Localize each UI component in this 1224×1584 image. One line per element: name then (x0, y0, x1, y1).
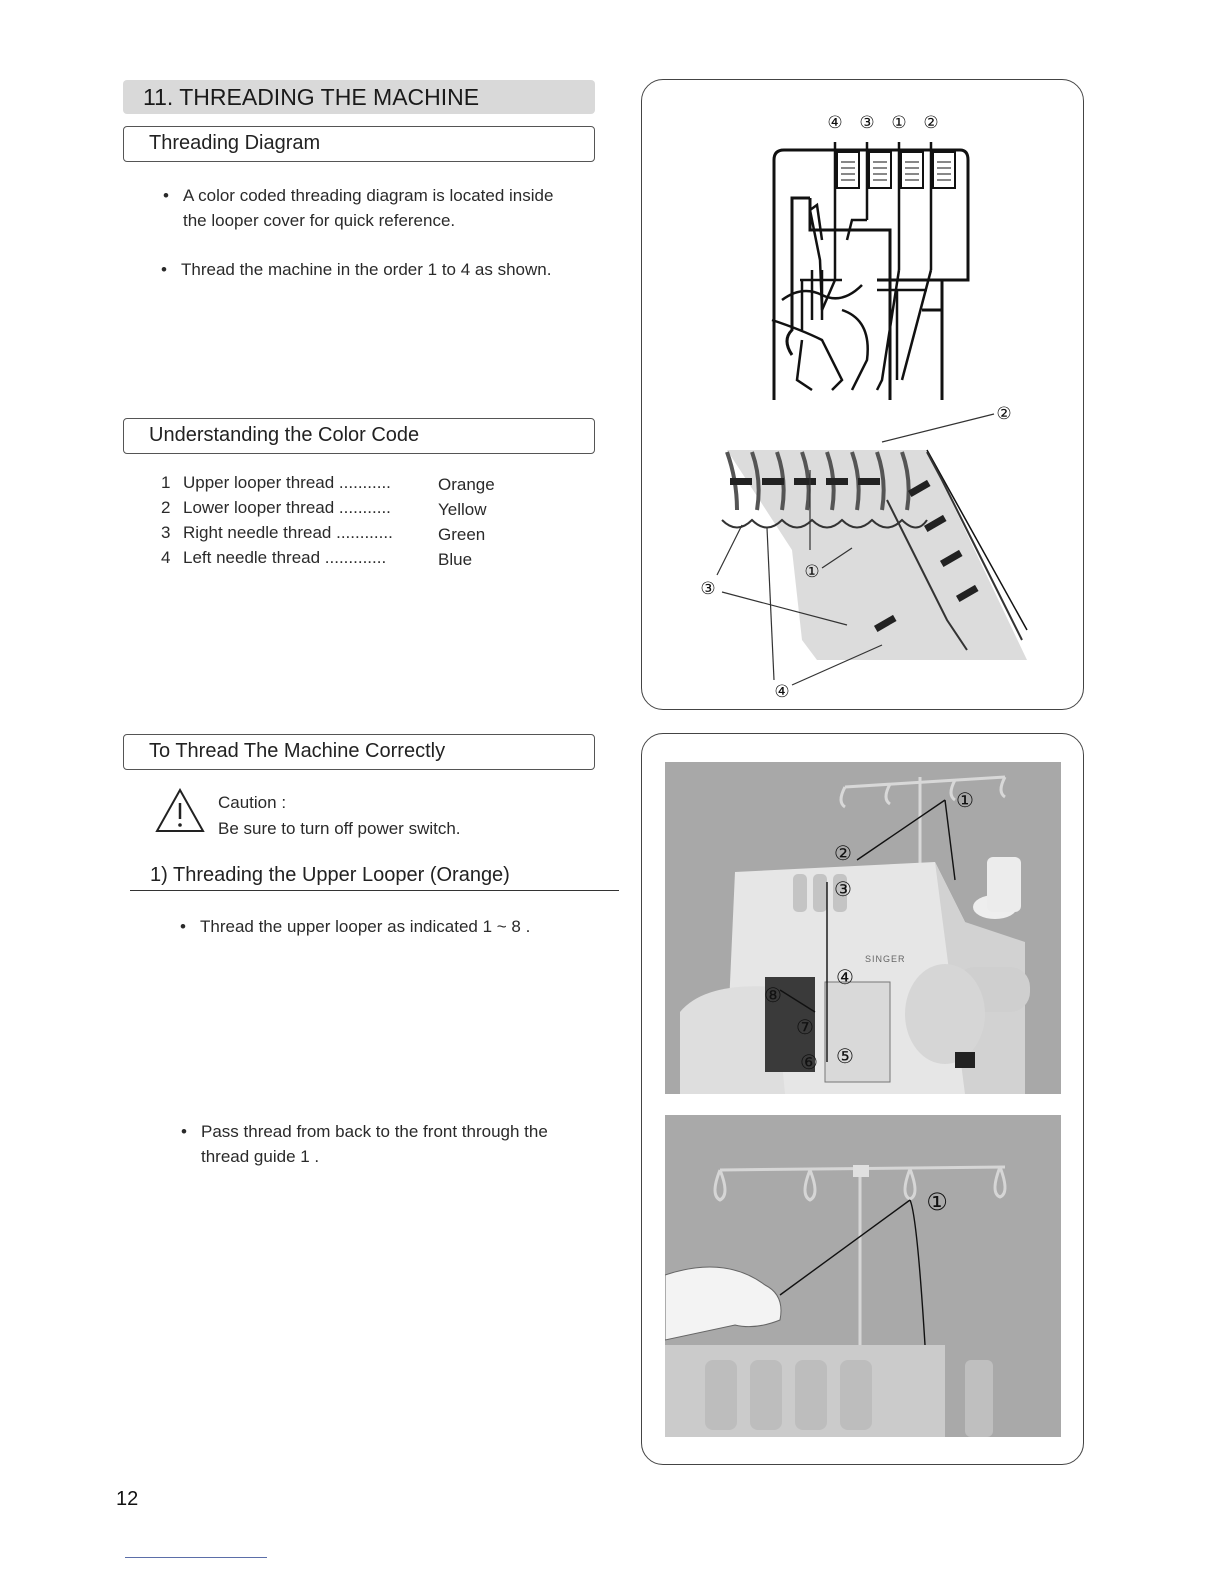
photo1-callout-4: ④ (836, 965, 854, 989)
footer-divider (125, 1557, 267, 1558)
stitch-callout-3: ③ (700, 579, 716, 599)
top-callout-3: ③ (859, 113, 875, 133)
color-row-label: Upper looper thread ........... (183, 473, 391, 492)
color-row-value: Orange (438, 475, 495, 494)
bullet-text: Thread the machine in the order 1 to 4 as shown. (181, 260, 552, 279)
threading-diagram-illustration (642, 80, 1082, 708)
stitch-callout-1: ① (804, 562, 820, 582)
photo1-callout-6: ⑥ (800, 1050, 818, 1074)
color-row-value: Green (438, 525, 486, 544)
bullet-text-line-2: the looper cover for quick reference. (183, 211, 456, 230)
bullet-text-line-1: Pass thread from back to the front through the (201, 1122, 548, 1141)
section-heading-color-code: Understanding the Color Code (123, 418, 595, 454)
photo1-callout-7: ⑦ (796, 1015, 814, 1039)
bullet-text-line-1: A color coded threading diagram is located inside (183, 186, 554, 205)
bullet-dot: • (161, 260, 167, 279)
bullet-upper-looper (180, 914, 620, 939)
caution-text: Be sure to turn off power switch. (218, 819, 461, 838)
color-row-left-needle (161, 545, 521, 570)
bullet-thread-order (161, 257, 626, 282)
bullet-thread-guide (181, 1119, 626, 1169)
stitch-callout-4: ④ (774, 682, 790, 702)
color-row-lower-looper (161, 495, 521, 520)
color-row-number: 4 (161, 548, 171, 567)
top-callout-2: ② (923, 113, 939, 133)
photo2-callout-1: ① (926, 1188, 948, 1216)
section-heading-threading-diagram: Threading Diagram (123, 126, 595, 162)
color-row-number: 1 (161, 473, 171, 492)
photo1-callout-5: ⑤ (836, 1044, 854, 1068)
threading-diagram-panel (641, 79, 1084, 710)
color-row-value: Yellow (438, 500, 487, 519)
bullet-dot: • (180, 917, 186, 936)
stitch-callout-2: ② (996, 404, 1012, 424)
warning-triangle-icon (155, 788, 205, 834)
color-row-upper-looper (161, 470, 521, 495)
serger-overview-photo (665, 762, 1061, 1094)
page-title: 11. THREADING THE MACHINE (123, 80, 595, 114)
thread-guide-photo (665, 1115, 1061, 1437)
photo1-callout-1: ① (956, 788, 974, 812)
color-row-label: Lower looper thread ........... (183, 498, 391, 517)
bullet-text-line-2: thread guide 1 . (201, 1147, 320, 1166)
brand-label: SINGER (865, 954, 906, 964)
color-row-right-needle (161, 520, 521, 545)
color-row-label: Left needle thread ............. (183, 548, 387, 567)
caution-block (218, 790, 461, 842)
photo-panel (641, 733, 1084, 1465)
step-heading-upper-looper: 1) Threading the Upper Looper (Orange) (130, 860, 619, 891)
color-row-number: 2 (161, 498, 171, 517)
color-row-label: Right needle thread ............ (183, 523, 393, 542)
photo1-callout-2: ② (834, 841, 852, 865)
bullet-color-diagram (163, 183, 628, 233)
bullet-text: Thread the upper looper as indicated 1 ~ 8 . (200, 917, 531, 936)
top-callout-1: ① (891, 113, 907, 133)
section-heading-thread-correctly: To Thread The Machine Correctly (123, 734, 595, 770)
top-callout-4: ④ (827, 113, 843, 133)
photo1-callout-8: ⑧ (764, 983, 782, 1007)
page-number: 12 (116, 1488, 139, 1510)
color-row-number: 3 (161, 523, 171, 542)
bullet-dot: • (181, 1122, 187, 1141)
bullet-dot: • (163, 186, 169, 205)
color-code-table (161, 470, 521, 570)
color-row-value: Blue (438, 550, 473, 569)
caution-title: Caution : (218, 793, 287, 812)
photo1-callout-3: ③ (834, 877, 852, 901)
